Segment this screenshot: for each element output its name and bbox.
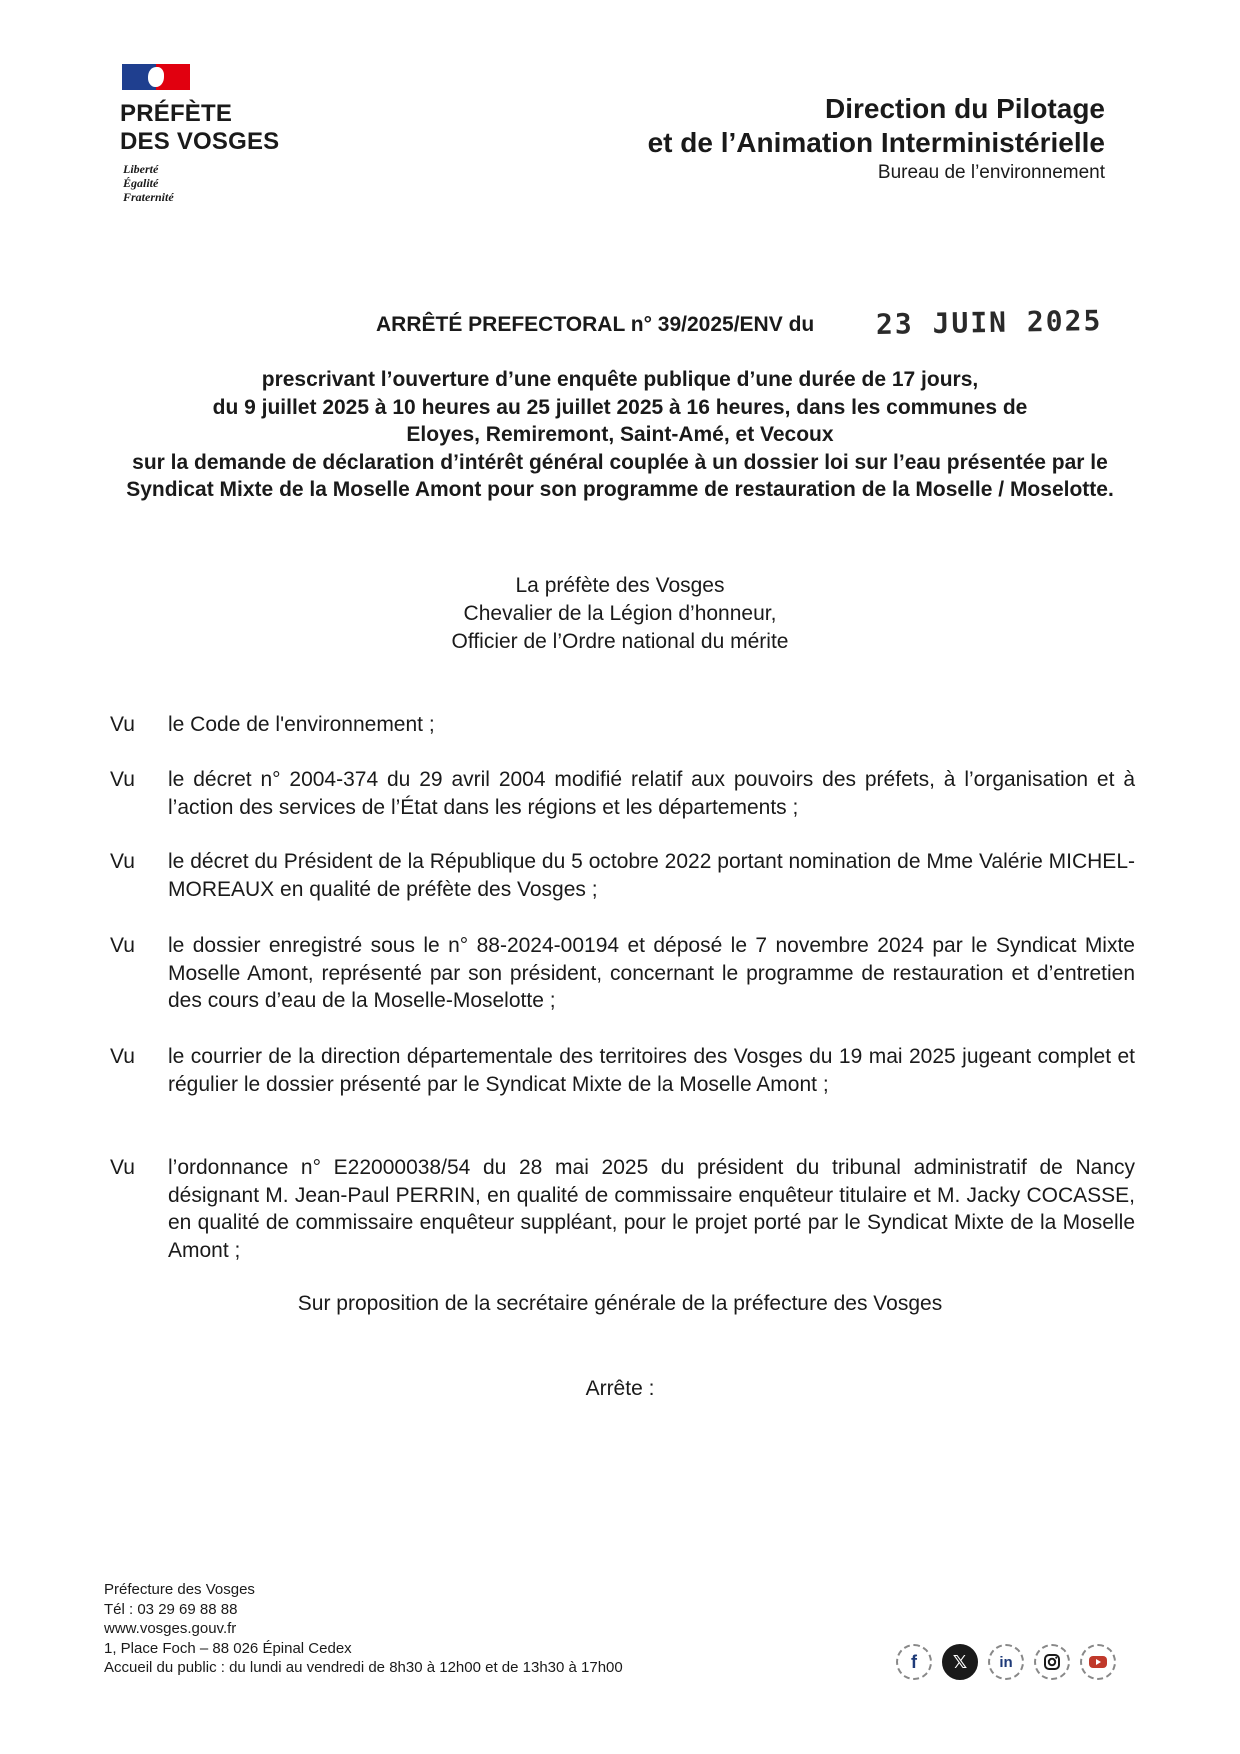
- bureau-name: Bureau de l’environnement: [877, 162, 1105, 183]
- youtube-icon[interactable]: [1080, 1644, 1116, 1680]
- prefecture-name: [120, 100, 279, 156]
- direction-line1: Direction du Pilotage: [824, 93, 1105, 124]
- prefete-line: La préfète des Vosges: [515, 574, 725, 597]
- pref-line2: DES VOSGES: [120, 128, 280, 155]
- instagram-icon[interactable]: [1034, 1644, 1070, 1680]
- subject-line: du 9 juillet 2025 à 10 heures au 25 juillet 2025 à 16 heures, dans les communes de: [212, 395, 1028, 419]
- pref-line1: PRÉFÈTE: [120, 100, 233, 127]
- subject-line: sur la demande de déclaration d’intérêt général couplée à un dossier loi sur l’eau présentée par le: [132, 450, 1108, 474]
- prefete-line: Officier de l’Ordre national du mérite: [451, 630, 789, 653]
- arrete-title: ARRÊTÉ PREFECTORAL n° 39/2025/ENV du: [376, 313, 815, 336]
- visa-key: Vu: [110, 713, 135, 736]
- footer-address: 1, Place Foch – 88 026 Épinal Cedex: [104, 1639, 352, 1657]
- subject-line: Eloyes, Remiremont, Saint-Amé, et Vecoux: [406, 423, 834, 446]
- direction-header: [648, 92, 1105, 186]
- visa-text: le décret n° 2004-374 du 29 avril 2004 modifié relatif aux pouvoirs des préfets, à l’organisation et à l’action des services de l’État dans les régions et les départements ;: [168, 768, 1135, 819]
- social-links: [896, 1644, 1116, 1684]
- visa-text: le décret du Président de la République du 5 octobre 2022 portant nomination de Mme Valérie MICHEL-MOREAUX en qualité de préfète des Vosges ;: [168, 850, 1135, 901]
- visa-key: Vu: [110, 768, 135, 791]
- republic-motto: [123, 162, 174, 204]
- footer-phone: Tél : 03 29 69 88 88: [104, 1600, 238, 1618]
- visa-key: Vu: [110, 934, 135, 957]
- visa-key: Vu: [110, 1156, 135, 1179]
- visa-text: le dossier enregistré sous le n° 88-2024-00194 et déposé le 7 novembre 2024 par le Syndicat Mixte Moselle Amont, représenté par son président, concernant le programme de restauration et d’entretien des cours d’eau de la Moselle-Moselotte ;: [168, 934, 1135, 1012]
- footer-website[interactable]: www.vosges.gouv.fr: [104, 1620, 237, 1637]
- facebook-icon[interactable]: f: [896, 1644, 932, 1680]
- footer-contact: [104, 1580, 623, 1678]
- arrete-heading: Arrête :: [585, 1377, 655, 1400]
- motto-egalite: Égalité: [123, 176, 159, 190]
- visa-text: l’ordonnance n° E22000038/54 du 28 mai 2025 du président du tribunal administratif de Nancy désignant M. Jean-Paul PERRIN, en qualité de commissaire enquêteur titulaire et M. Jacky COCASSE, en qualité de commissaire enquêteur suppléant, pour le projet porté par le Syndicat Mixte de la Moselle Amont ;: [168, 1156, 1135, 1262]
- footer-hours: Accueil du public : du lundi au vendredi de 8h30 à 12h00 et de 13h30 à 17h00: [104, 1659, 623, 1676]
- linkedin-icon[interactable]: in: [988, 1644, 1024, 1680]
- visa-text: le Code de l'environnement ;: [168, 713, 435, 736]
- visa-key: Vu: [110, 850, 135, 873]
- subject-line: Syndicat Mixte de la Moselle Amont pour son programme de restauration de la Moselle / Moselotte.: [126, 478, 1114, 501]
- subject-line: prescrivant l’ouverture d’une enquête publique d’une durée de 17 jours,: [261, 368, 979, 391]
- arrete-subject: [60, 366, 1180, 504]
- date-stamp: 23 JUIN 2025: [875, 304, 1103, 341]
- direction-line2: et de l’Animation Interministérielle: [647, 127, 1105, 158]
- prefete-line: Chevalier de la Légion d’honneur,: [463, 602, 777, 625]
- footer-name: Préfecture des Vosges: [104, 1581, 255, 1598]
- prefete-titles: [0, 572, 1240, 656]
- motto-fraternite: Fraternité: [123, 190, 174, 204]
- motto-liberte: Liberté: [123, 162, 159, 176]
- visa-text: le courrier de la direction départementale des territoires des Vosges du 19 mai 2025 jugeant complet et régulier le dossier présenté par le Syndicat Mixte de la Moselle Amont ;: [168, 1045, 1135, 1096]
- x-icon[interactable]: 𝕏: [942, 1644, 978, 1680]
- proposition-line: Sur proposition de la secrétaire générale de la préfecture des Vosges: [297, 1292, 943, 1315]
- visa-key: Vu: [110, 1045, 135, 1068]
- marianne-logo: [122, 64, 190, 90]
